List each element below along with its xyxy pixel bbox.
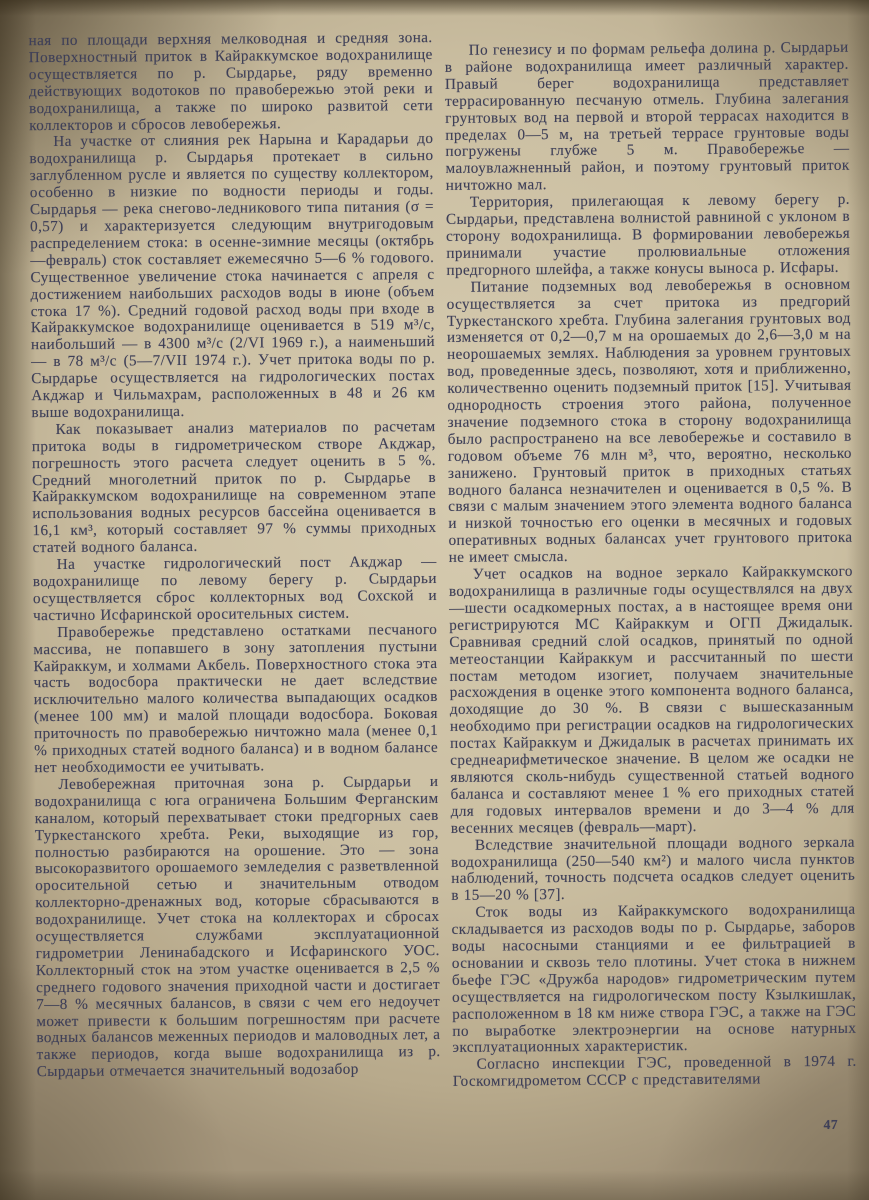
paragraph: На участке гидрологический пост Акджар — водохранилище по левому берегу р. Сырдарьи осуществляется сброс коллекторных вод Сохской и частично Исфаринской оросительных систем. xyxy=(32,553,438,624)
paragraph: Согласно инспекции ГЭС, проведенной в 1974 г. Госкомгидрометом СССР с представителями xyxy=(452,1053,857,1091)
right-text-column xyxy=(445,40,857,1091)
paragraph: Территория, прилегающая к левому берегу р. Сырдарьи, представлена волнистой равниной с уклоном в сторону водохранилища. В формировании левобережья принимали участие пролювиальные отложения предгорного шлейфа, а также конусы выноса р. Исфары. xyxy=(445,190,851,279)
paragraph: Как показывает анализ материалов по расчетам притока воды в гидрометрическом створе Акджар, погрешность этого расчета следует оценить в 5 %. Средний многолетний приток по р. Сырдарье в Кайраккумском водохранилище на современном этапе использования водных ресурсов бассейна оценивается в 16,1 км³, который составляет 97 % суммы приходных статей водного баланса. xyxy=(31,417,437,557)
paragraph: ная по площади верхняя мелководная и средняя зона. Поверхностный приток в Кайраккумское водохранилище осуществляется по р. Сырдарье, ряду временно действующих водотоков по правобережью этой реки и водохранилища, а также по широко развитой сети коллекторов и сбросов левобережья. xyxy=(28,28,434,134)
paragraph: Учет осадков на водное зеркало Кайраккумского водохранилища в различные годы осуществлялся на двух—шести осадкомерных постах, а в настоящее время они регистрируются МС Кайраккум и ОГП Джидалык. Сравнивая средний слой осадков, принятый по одной метеостанции Кайраккум и рассчитанный по шести постам методом изогиет, получаем значительные расхождения в оценке этого компонента водного баланса, доходящие до 30 %. В связи с вышесказанным необходимо при регистрации осадков на гидрологических постах Кайраккум и Джидалык в расчетах принимать их среднеарифметическое значение. В целом же осадки не являются сколь-нибудь существенной статьей водного баланса и составляют менее 1 % его приходных статей для годовых интервалов времени и до 3—4 % для весенних месяцев (февраль—март). xyxy=(448,562,855,837)
paragraph: Правобережье представлено остатками песчаного массива, не попавшего в зону затопления пустыни Кайраккум, и холмами Акбель. Поверхностного стока эта часть водосбора практически не дает вследствие исключительно малого количества выпадающих осадков (менее 100 мм) и малой площади водосбора. Боковая приточность по правобережью ничтожно мала (менее 0,1 % приходных статей водного баланса) и в водном балансе нет необходимости ее учитывать. xyxy=(33,620,439,777)
paragraph: На участке от слияния рек Нарына и Карадарьи до водохранилища р. Сырдарья протекает в сильно заглубленном русле и является по существу коллектором, особенно в низкие по водности периоды и годы. Сырдарья — река снегово-ледникового типа питания (σ = 0,57) и характеризуется следующим внутригодовым распределением стока: в осенне-зимние месяцы (октябрь—февраль) сток составляет ежемесячно 5—6 % годового. Существенное увеличение стока начинается с апреля с достижением наибольших расходов воды в июне (объем стока 17 %). Средний годовой расход воды при входе в Кайраккумское водохранилище оценивается в 519 м³/с, наибольший — в 4300 м³/с (2/VI 1969 г.), а наименьший — в 78 м³/с (5—7/VII 1974 г.). Учет притока воды по р. Сырдарье осуществляется на гидрологических постах Акджар и Чильмахрам, расположенных в 48 и 26 км выше водохранилища. xyxy=(29,130,436,422)
paragraph: По генезису и по формам рельефа долина р. Сырдарьи в районе водохранилища имеет различный характер. Правый берег водохранилища представляет террасированную песчаную отмель. Глубина залегания грунтовых вод на первой и второй террасах находится в пределах 0—5 м, на третьей террасе грунтовые воды погружены глубже 5 м. Правобережье — малоувлажненный район, и поэтому грунтовый приток ничтожно мал. xyxy=(444,38,850,195)
paragraph: Сток воды из Кайраккумского водохранилища складывается из расходов воды по р. Сырдарье, заборов воды насосными станциями и ее фильтрацией в основании и сквозь тело плотины. Учет стока в нижнем бьефе ГЭС «Дружба народов» гидрометрическим путем осуществляется на гидрологическом посту Кзылкишлак, расположенном в 18 км ниже створа ГЭС, а также на ГЭС по выработке электроэнергии на основе натурных эксплуатационных характеристик. xyxy=(451,900,857,1057)
page-number: 47 xyxy=(823,1116,839,1132)
paragraph: Питание подземных вод левобережья в основном осуществляется за счет притока из предгорий Туркестанского хребта. Глубина залегания грунтовых вод изменяется от 0,2—0,7 м на орошаемых до 2,6—3,0 м на неорошаемых землях. Наблюдения за уровнем грунтовых вод, проведенные здесь, позволяют, хотя и приближенно, количественно оценить подземный приток [15]. Учитывая однородность строения этого района, полученное значение подземного стока в сторону водохранилища было распространено на все левобережье и составило в годовом объеме 76 млн м³, что, вероятно, несколько занижено. Грунтовый приток в приходных статьях водного баланса незначителен и оценивается в 0,5 %. В связи с малым значением этого элемента водного баланса и низкой точностью его оценки в месячных и годовых оперативных водных балансах учет грунтового притока не имеет смысла. xyxy=(446,275,853,567)
left-text-column xyxy=(29,30,441,1094)
paragraph: Вследствие значительной площади водного зеркала водохранилища (250—540 км²) и малого числа пунктов наблюдений, точность подсчета осадков следует оценить в 15—20 % [37]. xyxy=(450,833,856,905)
paragraph: Левобережная приточная зона р. Сырдарьи и водохранилища с юга ограничена Большим Ферганским каналом, который перехватывает стоки предгорных саев Туркестанского хребта. Реки, выходящие из гор, полностью разбираются на орошение. Это — зона высокоразвитого орошаемого земледелия с разветвленной оросительной сетью и значительным отводом коллекторно-дренажных вод, которые сбрасываются в водохранилище. Учет стока на коллекторах и сбросах осуществляется службами эксплуатационной гидрометрии Ленинабадского и Исфаринского УОС. Коллекторный сток на этом участке оценивается в 2,5 % среднего годового значения приходной части и достигает 7—8 % месячных балансов, в связи с чем его недоучет может привести к большим погрешностям при расчете водных балансов меженных периодов и маловодных лет, а также периодов, когда выше водохранилища из р. Сырдарьи отмечается значительный водозабор xyxy=(34,772,441,1081)
